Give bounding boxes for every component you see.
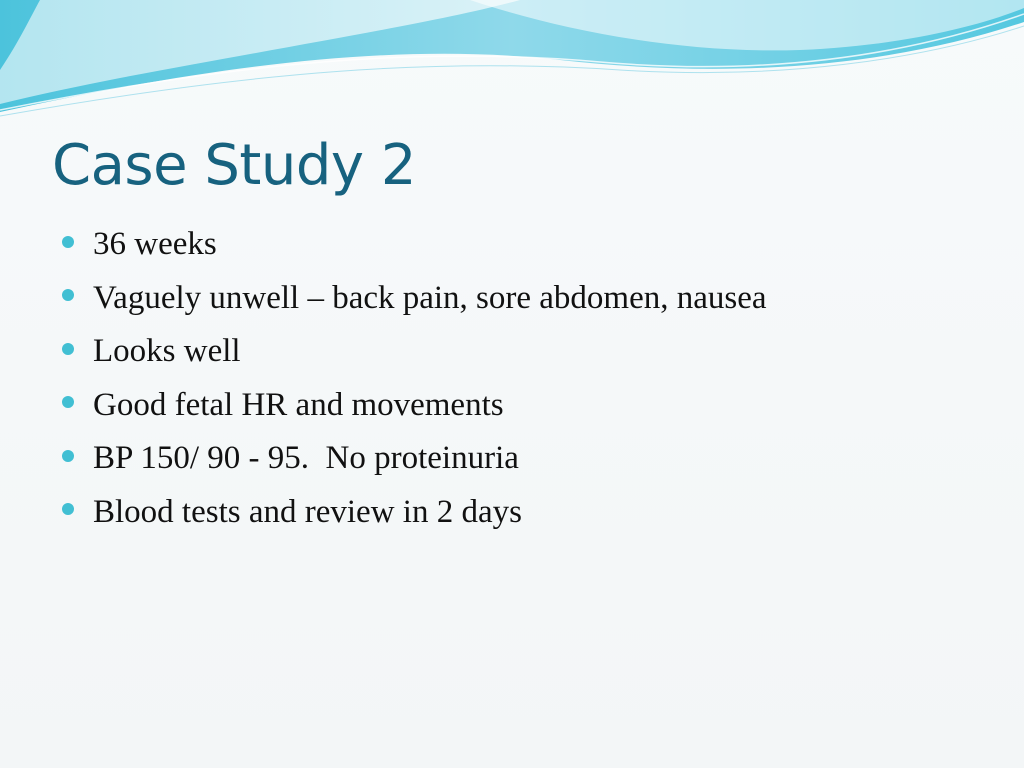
list-item — [62, 272, 767, 326]
list-item — [62, 432, 767, 486]
bullet-dot-icon — [62, 236, 74, 248]
decorative-wave-banner — [0, 0, 1024, 140]
bullet-dot-icon — [62, 343, 74, 355]
bullet-text: BP 150/ 90 - 95. No proteinuria — [93, 440, 519, 477]
list-item — [62, 218, 767, 272]
bullet-text: Good fetal HR and movements — [93, 386, 504, 423]
bullet-dot-icon — [62, 289, 74, 301]
slide-title: Case Study 2 — [52, 133, 416, 198]
list-item — [62, 325, 767, 379]
bullet-text: 36 weeks — [93, 226, 217, 263]
bullet-text: Blood tests and review in 2 days — [93, 493, 522, 530]
bullet-dot-icon — [62, 450, 74, 462]
bullet-text: Vaguely unwell – back pain, sore abdomen, nausea — [93, 279, 767, 316]
bullet-text: Looks well — [93, 333, 241, 370]
bullet-list — [62, 218, 767, 539]
bullet-dot-icon — [62, 503, 74, 515]
list-item — [62, 486, 767, 540]
bullet-dot-icon — [62, 396, 74, 408]
list-item — [62, 379, 767, 433]
